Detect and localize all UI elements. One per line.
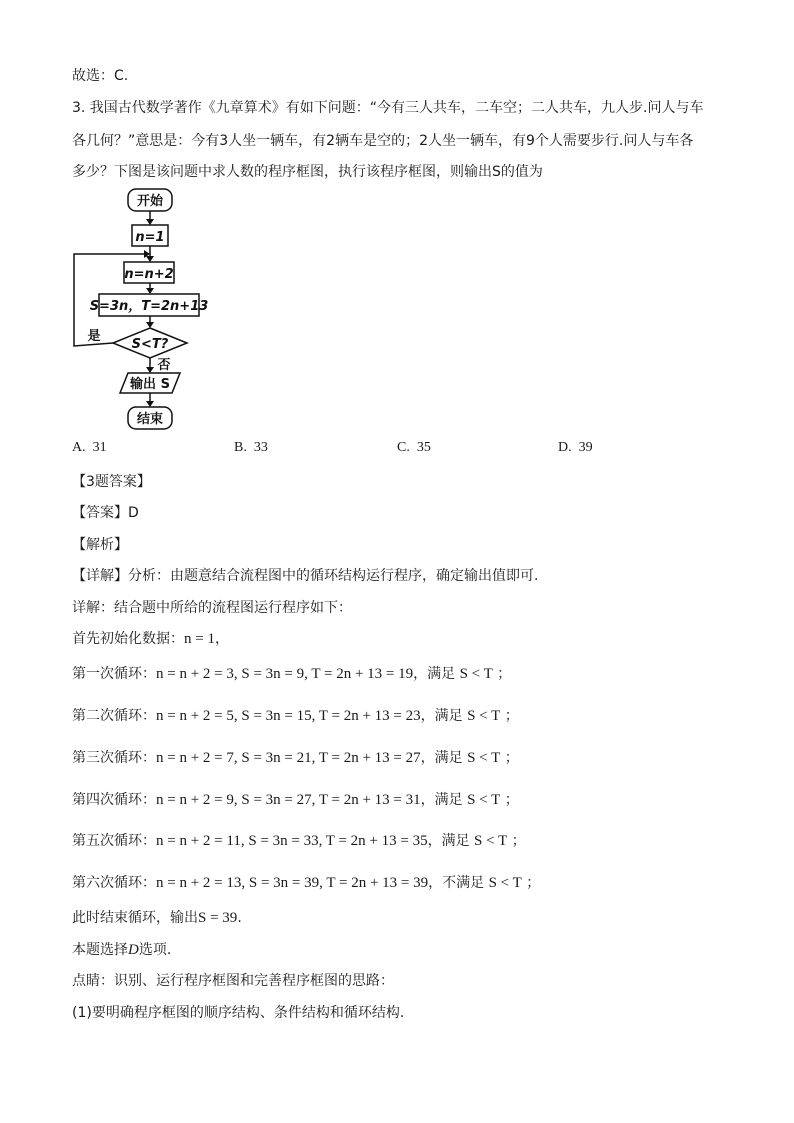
loop-line-6: 第六次循环：n = n + 2 = 13, S = 3n = 39, T = 2n + 13 = 39，不满足 S < T ；: [72, 875, 541, 891]
flowchart-start-label: 开始: [136, 194, 164, 209]
loop-line-4: 第四次循环：n = n + 2 = 9, S = 3n = 27, T = 2n + 13 = 31，满足 S < T ；: [72, 792, 519, 808]
loop-line-1: 第一次循环：n = n + 2 = 3, S = 3n = 9, T = 2n + 13 = 19，满足 S < T ；: [72, 666, 512, 682]
finish-line: 此时结束循环，输出S = 39.: [72, 910, 242, 926]
detail-analysis: 【详解】分析：由题意结合流程图中的循环结构运行程序，确定输出值即可.: [72, 568, 539, 584]
flowchart-init-label: n=1: [135, 230, 165, 245]
flowchart-yes-label: 是: [87, 329, 101, 344]
question-3-line-3: 多少？下图是该问题中求人数的程序框图，执行该程序框图，则输出S的值为: [72, 164, 543, 180]
flowchart-calc-label: S=3n，T=2n+13: [89, 299, 209, 314]
analysis-title: 【解析】: [72, 537, 128, 553]
previous-answer: 故选：C.: [72, 68, 129, 84]
loop-line-3: 第三次循环：n = n + 2 = 7, S = 3n = 21, T = 2n + 13 = 27，满足 S < T ；: [72, 750, 519, 766]
option-d: D. 39: [558, 440, 593, 455]
detail-intro: 详解：结合题中所给的流程图运行程序如下：: [72, 600, 352, 616]
flowchart-end-label: 结束: [136, 412, 164, 427]
program-flowchart: [70, 186, 210, 436]
flowchart-condition-label: S<T?: [131, 337, 169, 352]
answer-options: [72, 440, 732, 460]
option-a: A. 31: [72, 440, 107, 455]
init-line: 首先初始化数据：n = 1，: [72, 631, 229, 647]
question-3-line-2: 各几何？”意思是：今有3人坐一辆车，有2辆车是空的；2人坐一辆车，有9个人需要步行.问人与车各: [72, 133, 694, 149]
loop-line-5: 第五次循环：n = n + 2 = 11, S = 3n = 33, T = 2n + 13 = 35，满足 S < T ；: [72, 833, 526, 849]
answer-line: 【答案】D: [72, 505, 139, 521]
flowchart-update-label: n=n+2: [124, 267, 174, 282]
answer-value: D: [128, 505, 139, 521]
flowchart-no-label: 否: [157, 358, 171, 373]
tip-line: 点睛：识别、运行程序框图和完善程序框图的思路：: [72, 973, 394, 989]
loop-line-2: 第二次循环：n = n + 2 = 5, S = 3n = 15, T = 2n + 13 = 23，满足 S < T ；: [72, 708, 519, 724]
option-c: C. 35: [397, 440, 431, 455]
flowchart-output-label: 输出 S: [130, 377, 170, 392]
question-3-line-1: 3. 我国古代数学著作《九章算术》有如下问题：“今有三人共车，二车空；二人共车，九人步.问人与车: [72, 100, 704, 116]
choose-line: 本题选择D选项.: [72, 942, 172, 958]
answer-section-title: 【3题答案】: [72, 474, 151, 490]
tip-point-1: (1)要明确程序框图的顺序结构、条件结构和循环结构.: [72, 1005, 405, 1021]
option-b: B. 33: [234, 440, 268, 455]
